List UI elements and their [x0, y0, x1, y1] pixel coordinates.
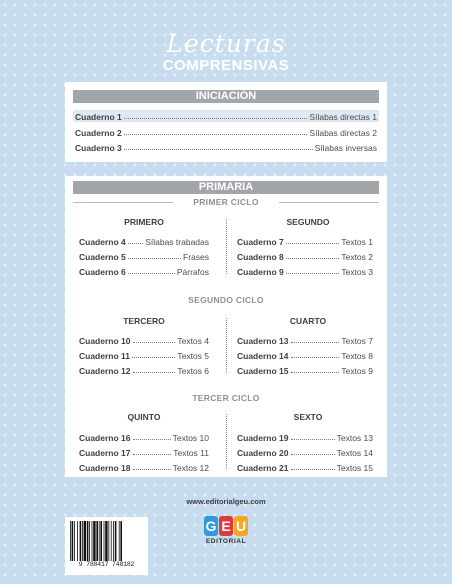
- row-value: Sílabas directas 1: [309, 112, 377, 122]
- dot-leader: [124, 134, 308, 135]
- notebook-row: [237, 364, 373, 376]
- dot-leader: [133, 469, 171, 470]
- barcode-bar: [74, 521, 75, 561]
- row-value: Sílabas inversas: [314, 143, 377, 153]
- dot-leader: [286, 273, 340, 274]
- barcode-bar: [87, 521, 89, 561]
- notebook-row: [237, 250, 373, 262]
- dot-leader: [286, 243, 340, 244]
- cycle-rule-left: [73, 202, 173, 203]
- row-label: Cuaderno 17: [79, 448, 131, 458]
- row-value: Textos 13: [336, 433, 373, 443]
- dot-leader: [291, 469, 335, 470]
- cycle-title: [65, 393, 387, 403]
- dot-leader: [133, 454, 172, 455]
- notebook-row: [237, 431, 373, 443]
- row-value: Textos 2: [341, 252, 373, 262]
- cycle-title: [65, 295, 387, 305]
- row-value: Frases: [183, 252, 209, 262]
- row-label: Cuaderno 8: [237, 252, 284, 262]
- dot-leader: [291, 342, 340, 343]
- barcode-bar: [119, 521, 120, 561]
- barcode-bars: [70, 521, 143, 561]
- course-heading: QUINTO: [127, 412, 161, 422]
- barcode-bar: [80, 521, 82, 561]
- cycle-title-text: SEGUNDO CICLO: [188, 295, 264, 305]
- dot-leader: [133, 372, 176, 373]
- barcode-bar: [77, 521, 78, 561]
- row-label: Cuaderno 11: [79, 351, 131, 361]
- logo-caption: EDITORIAL: [205, 538, 247, 545]
- barcode-bar: [84, 521, 86, 561]
- notebook-row: [79, 250, 209, 262]
- cycle-title-text: TERCER CICLO: [192, 393, 260, 403]
- row-value: Textos 7: [341, 336, 373, 346]
- cycle-rule-right: [279, 202, 379, 203]
- row-label: Cuaderno 3: [75, 143, 122, 153]
- row-value: Textos 6: [177, 366, 209, 376]
- barcode-bar: [100, 521, 102, 561]
- dot-leader: [128, 273, 175, 274]
- dot-leader: [124, 149, 313, 150]
- barcode-bar: [99, 521, 100, 561]
- row-value: Textos 8: [341, 351, 373, 361]
- column-divider: [226, 414, 227, 469]
- barcode-bar: [89, 521, 90, 561]
- iniciacion-row: [75, 126, 377, 138]
- logo-letter-u: U: [235, 518, 247, 534]
- notebook-row: [237, 235, 373, 247]
- row-value: Textos 14: [336, 448, 373, 458]
- iniciacion-panel: [65, 82, 387, 162]
- row-label: Cuaderno 13: [237, 336, 289, 346]
- notebook-row: [79, 235, 209, 247]
- row-label: Cuaderno 12: [79, 366, 131, 376]
- column-divider: [226, 219, 227, 274]
- dot-leader: [291, 439, 335, 440]
- barcode-bar: [120, 521, 122, 561]
- notebook-row: [237, 349, 373, 361]
- row-label: Cuaderno 5: [79, 252, 126, 262]
- barcode-bar: [108, 521, 109, 561]
- dot-leader: [133, 342, 176, 343]
- column-divider: [226, 318, 227, 373]
- publisher-website: www.editorialgeu.com: [186, 497, 266, 506]
- course-heading: SEGUNDO: [286, 217, 330, 227]
- barcode-bar: [105, 521, 107, 561]
- course-heading: TERCERO: [123, 316, 165, 326]
- barcode-bar: [92, 521, 93, 561]
- barcode-bar: [72, 521, 74, 561]
- row-label: Cuaderno 10: [79, 336, 131, 346]
- notebook-row: [79, 349, 209, 361]
- logo-letter-e: E: [219, 516, 233, 536]
- course-heading: SEXTO: [293, 412, 323, 422]
- cover-header: [0, 30, 452, 74]
- dot-leader: [128, 243, 143, 244]
- notebook-row: [79, 364, 209, 376]
- course-heading: PRIMERO: [124, 217, 164, 227]
- row-label: Cuaderno 18: [79, 463, 131, 473]
- row-label: Cuaderno 6: [79, 267, 126, 277]
- row-value: Sílabas directas 2: [309, 128, 377, 138]
- notebook-row: [79, 431, 209, 443]
- barcode-bar: [82, 521, 83, 561]
- row-label: Cuaderno 7: [237, 237, 284, 247]
- row-label: Cuaderno 4: [79, 237, 126, 247]
- barcode-bar: [70, 521, 71, 561]
- notebook-row: [237, 446, 373, 458]
- row-value: Textos 3: [341, 267, 373, 277]
- barcode: [65, 517, 148, 575]
- row-value: Textos 11: [173, 448, 209, 458]
- dot-leader: [124, 118, 308, 119]
- iniciacion-row: [75, 141, 377, 153]
- dot-leader: [291, 357, 340, 358]
- cycle-title-text: PRIMER CICLO: [193, 197, 259, 207]
- row-value: Párrafos: [176, 267, 209, 277]
- notebook-row: [237, 461, 373, 473]
- row-value: Textos 12: [172, 463, 209, 473]
- barcode-bar: [113, 521, 114, 561]
- row-value: Textos 1: [341, 237, 373, 247]
- primaria-panel: [65, 176, 387, 477]
- row-value: Textos 9: [341, 366, 373, 376]
- row-label: Cuaderno 9: [237, 267, 284, 277]
- row-label: Cuaderno 21: [237, 463, 289, 473]
- row-value: Textos 4: [177, 336, 209, 346]
- dot-leader: [291, 372, 340, 373]
- row-label: Cuaderno 20: [237, 448, 289, 458]
- row-label: Cuaderno 2: [75, 128, 122, 138]
- row-label: Cuaderno 15: [237, 366, 289, 376]
- row-value: Sílabas trabadas: [145, 237, 209, 247]
- publisher-logo: [203, 516, 249, 556]
- logo-letter-g: G: [205, 518, 217, 534]
- dot-leader: [128, 258, 181, 259]
- row-label: Cuaderno 16: [79, 433, 131, 443]
- barcode-bar: [115, 521, 117, 561]
- notebook-row: [237, 265, 373, 277]
- dot-leader: [133, 439, 171, 440]
- row-label: Cuaderno 1: [75, 112, 122, 122]
- row-label: Cuaderno 19: [237, 433, 289, 443]
- course-heading: CUARTO: [289, 316, 327, 326]
- row-value: Textos 10: [172, 433, 209, 443]
- notebook-row: [79, 446, 209, 458]
- notebook-row: [79, 265, 209, 277]
- barcode-bar: [93, 521, 95, 561]
- notebook-row: [237, 334, 373, 346]
- dot-leader: [132, 357, 175, 358]
- row-value: Textos 15: [336, 463, 373, 473]
- series-script-title: Lecturas: [166, 29, 286, 58]
- dot-leader: [286, 258, 340, 259]
- notebook-row: [79, 461, 209, 473]
- cycle-title: [65, 197, 387, 207]
- barcode-bar: [96, 521, 98, 561]
- barcode-bar: [111, 521, 112, 561]
- barcode-number: 9 788417 748182: [78, 561, 135, 568]
- iniciacion-row: [73, 110, 379, 122]
- row-value: Textos 5: [177, 351, 209, 361]
- primaria-title: PRIMARIA: [73, 181, 379, 194]
- row-label: Cuaderno 14: [237, 351, 289, 361]
- series-subtitle: COMPRENSIVAS: [162, 57, 290, 74]
- dot-leader: [291, 454, 335, 455]
- barcode-bar: [104, 521, 105, 561]
- iniciacion-title: INICIACIÓN: [73, 90, 379, 103]
- notebook-row: [79, 334, 209, 346]
